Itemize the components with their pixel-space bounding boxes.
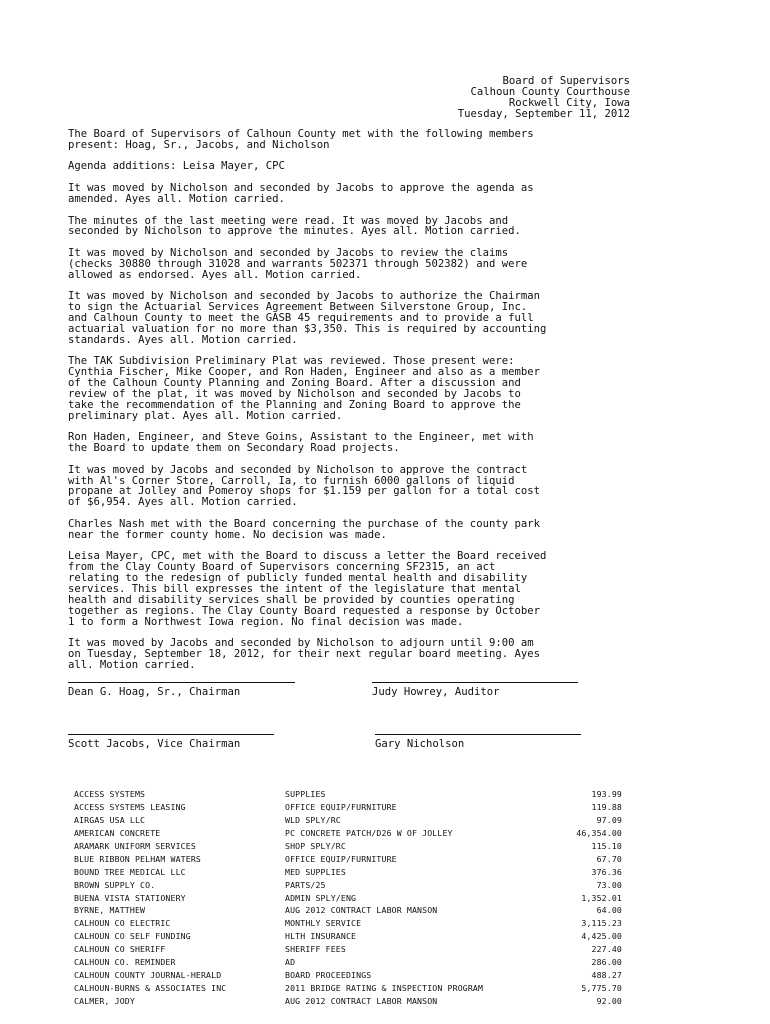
claim-description: MED SUPPLIES	[285, 866, 346, 877]
signature-name: Judy Howrey, Auditor	[372, 686, 500, 698]
claim-amount: 64.00	[596, 905, 622, 916]
claim-description: 2011 BRIDGE RATING & INSPECTION PROGRAM	[285, 983, 484, 994]
signature-block-vice-chairman	[68, 733, 274, 750]
paragraph: It was moved by Nicholson and seconded by Jacobs to review the claims (checks 30880 through 31028 and warrants 502371 through 502382) and were allowed as endorsed. Ayes all. Motion carried.	[68, 247, 528, 281]
claim-row	[74, 943, 622, 956]
claim-description: AD	[285, 957, 296, 968]
claim-row	[74, 853, 622, 866]
claim-description: BOARD PROCEEDINGS	[285, 970, 372, 981]
claim-amount: 286.00	[591, 957, 622, 968]
claim-amount: 4,425.00	[581, 931, 622, 942]
signature-block-auditor	[372, 681, 578, 698]
claim-row	[74, 879, 622, 892]
claim-row	[74, 956, 622, 969]
claim-description: HLTH INSURANCE	[285, 931, 357, 942]
claim-description: SHERIFF FEES	[285, 944, 346, 955]
paragraph: It was moved by Jacobs and seconded by Nicholson to adjourn until 9:00 am on Tuesday, September 18, 2012, for their next regular board meeting. Ayes all. Motion carried.	[68, 637, 540, 671]
paragraph: Leisa Mayer, CPC, met with the Board to discuss a letter the Board received from the Clay County Board of Supervisors concerning SF2315, an act relating to the redesign of publicly funded mental health and disability services. This bill expresses the intent of the legislature that mental health and disability services shall be provided by counties operating together as regions. The Clay County Board requested a response by October 1 to form a Northwest Iowa region. No final decision was made.	[68, 550, 547, 628]
claim-description: PARTS/25	[285, 879, 326, 890]
claim-vendor: BLUE RIBBON PELHAM WATERS	[74, 853, 201, 864]
signature-block-member	[375, 733, 581, 750]
paragraph: It was moved by Nicholson and seconded by Jacobs to authorize the Chairman to sign the Actuarial Services Agreement Between Silverstone Group, Inc. and Calhoun County to meet the GASB 45 requirements and to provide a full actuarial valuation for no more than $3,350. This is required by accounting standards. Ayes all. Motion carried.	[68, 290, 547, 346]
signature-name: Scott Jacobs, Vice Chairman	[68, 738, 241, 750]
paragraph: The minutes of the last meeting were read. It was moved by Jacobs and seconded by Nicholson to approve the minutes. Ayes all. Motion carried.	[68, 214, 521, 238]
claim-row	[74, 827, 622, 840]
claim-amount: 1,352.01	[581, 892, 622, 903]
claim-description: SUPPLIES	[285, 789, 326, 799]
header-line: Calhoun County Courthouse	[470, 86, 630, 98]
claim-row	[74, 892, 622, 905]
signature-line	[68, 681, 295, 683]
claim-description: WLD SPLY/RC	[285, 814, 341, 825]
claim-vendor: CALHOUN CO. REMINDER	[74, 957, 176, 968]
paragraph: Ron Haden, Engineer, and Steve Goins, Assistant to the Engineer, met with the Board to update them on Secondary Road projects.	[68, 431, 534, 455]
claim-vendor: BOUND TREE MEDICAL LLC	[74, 866, 186, 877]
paragraph: The TAK Subdivision Preliminary Plat was reviewed. Those present were: Cynthia Fischer, Mike Cooper, and Ron Haden, Engineer and also as a member of the Calhoun County Planning and Zoning Board. After a discussion and review of the plat, it was moved by Nicholson and seconded by Jacobs to take the recommendation of the Planning and Zoning Board to approve the preliminary plat. Ayes all. Motion carried.	[68, 355, 540, 422]
claim-vendor: CALHOUN CO ELECTRIC	[74, 918, 171, 929]
claim-amount: 193.99	[591, 789, 622, 799]
claim-row	[74, 840, 622, 853]
paragraph: Agenda additions: Leisa Mayer, CPC	[68, 160, 285, 173]
header-date: Tuesday, September 11, 2012	[457, 108, 630, 120]
claim-description: AUG 2012 CONTRACT LABOR MANSON	[285, 905, 438, 916]
claim-vendor: BYRNE, MATTHEW	[74, 905, 146, 916]
claim-description: SHOP SPLY/RC	[285, 840, 346, 851]
claim-vendor: CALHOUN COUNTY JOURNAL-HERALD	[74, 970, 222, 981]
claim-vendor: CALHOUN CO SELF FUNDING	[74, 931, 191, 942]
claim-row	[74, 995, 622, 1008]
claim-description: OFFICE EQUIP/FURNITURE	[285, 853, 397, 864]
paragraph: Charles Nash met with the Board concerning the purchase of the county park near the former county home. No decision was made.	[68, 517, 540, 541]
signature-line	[372, 681, 578, 683]
claim-amount: 97.09	[596, 814, 622, 825]
claim-vendor: AIRGAS USA LLC	[74, 814, 146, 825]
claim-amount: 92.00	[596, 996, 622, 1006]
paragraph: The Board of Supervisors of Calhoun County met with the following members present: Hoag, Sr., Jacobs, and Nicholson	[68, 128, 534, 151]
claim-vendor: ACCESS SYSTEMS	[74, 789, 146, 799]
claim-row	[74, 866, 622, 879]
claim-row	[74, 982, 622, 995]
claim-row	[74, 814, 622, 827]
claim-row	[74, 801, 622, 814]
claim-vendor: CALHOUN CO SHERIFF	[74, 944, 166, 955]
signature-line	[68, 733, 274, 735]
claim-vendor: BUENA VISTA STATIONERY	[74, 892, 186, 903]
claim-amount: 67.70	[596, 853, 622, 864]
header-line: Rockwell City, Iowa	[508, 97, 630, 109]
signature-name: Gary Nicholson	[375, 738, 465, 750]
claim-row	[74, 917, 622, 930]
claim-amount: 227.40	[591, 944, 622, 955]
claim-vendor: ACCESS SYSTEMS LEASING	[74, 801, 186, 812]
paragraph: It was moved by Jacobs and seconded by Nicholson to approve the contract with Al's Corner Store, Carroll, Ia, to furnish 6000 gallons of liquid propane at Jolley and Pomeroy shops for $1.159 per gallon for a total cost of $6,954. Ayes all. Motion carried.	[68, 463, 540, 509]
claim-row	[74, 930, 622, 943]
claim-vendor: AMERICAN CONCRETE	[74, 827, 161, 838]
claim-description: MONTHLY SERVICE	[285, 918, 362, 929]
claims-list	[74, 788, 622, 1008]
claim-row	[74, 969, 622, 982]
claim-description: OFFICE EQUIP/FURNITURE	[285, 801, 397, 812]
signature-name: Dean G. Hoag, Sr., Chairman	[68, 686, 241, 698]
claim-vendor: CALMER, JODY	[74, 996, 135, 1006]
paragraph: It was moved by Nicholson and seconded by Jacobs to approve the agenda as amended. Ayes all. Motion carried.	[68, 182, 534, 205]
claim-amount: 73.00	[596, 879, 622, 890]
claim-row	[74, 904, 622, 917]
claim-amount: 376.36	[591, 866, 622, 877]
claim-description: ADMIN SPLY/ENG	[285, 892, 357, 903]
signature-block-chairman	[68, 681, 295, 698]
claim-amount: 115.10	[591, 840, 622, 851]
claim-amount: 488.27	[591, 970, 622, 981]
claim-description: AUG 2012 CONTRACT LABOR MANSON	[285, 996, 438, 1006]
minutes-body	[68, 129, 643, 681]
header-line: Board of Supervisors	[502, 75, 630, 87]
claim-description: PC CONCRETE PATCH/D26 W OF JOLLEY	[285, 827, 453, 838]
claim-vendor: ARAMARK UNIFORM SERVICES	[74, 840, 196, 851]
claim-vendor: BROWN SUPPLY CO.	[74, 879, 156, 890]
claim-vendor: CALHOUN-BURNS & ASSOCIATES INC	[74, 983, 227, 994]
claim-amount: 119.88	[591, 801, 622, 812]
claim-amount: 46,354.00	[576, 827, 622, 838]
claim-amount: 5,775.70	[581, 983, 622, 994]
signature-line	[375, 733, 581, 735]
claim-row	[74, 788, 622, 801]
claim-amount: 3,115.23	[581, 918, 622, 929]
document-header	[458, 76, 630, 120]
